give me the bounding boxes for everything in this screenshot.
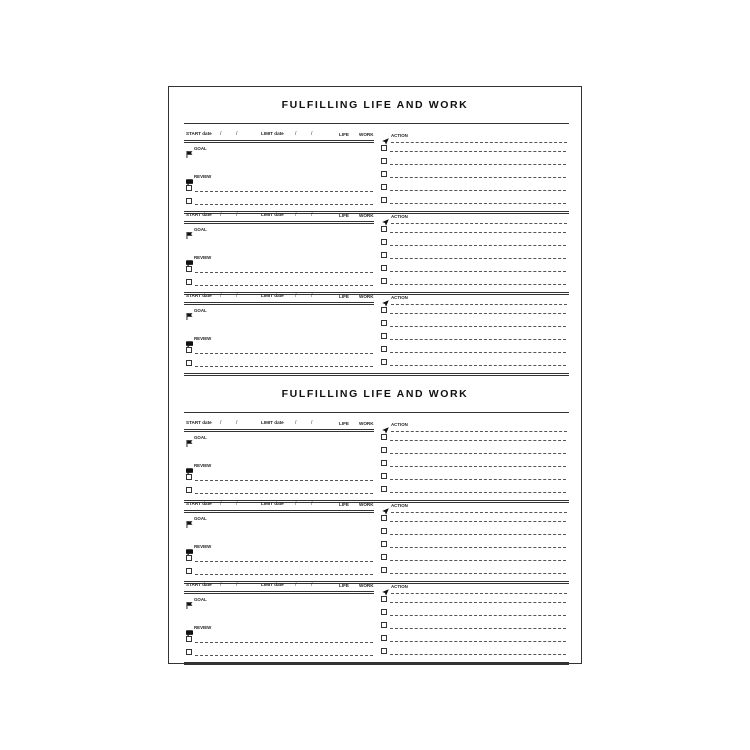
write-line[interactable]	[390, 245, 566, 246]
header-rule	[184, 142, 374, 143]
action-item	[381, 184, 567, 192]
write-line[interactable]	[390, 615, 566, 616]
write-line[interactable]	[195, 191, 373, 192]
checkbox-icon[interactable]	[381, 609, 387, 615]
write-line[interactable]	[390, 339, 566, 340]
checkbox-icon[interactable]	[186, 198, 192, 204]
flag-icon	[186, 515, 192, 521]
action-item	[381, 528, 567, 536]
goal-label: GOAL	[194, 308, 207, 313]
review-item	[186, 185, 374, 193]
checkbox-icon[interactable]	[381, 265, 387, 271]
action-item	[381, 648, 567, 656]
review-item	[186, 568, 374, 576]
header-rule	[184, 223, 374, 224]
goal-entry-block	[184, 582, 569, 662]
write-line[interactable]	[195, 204, 373, 205]
limit-date-label: LIMIT date	[261, 212, 284, 217]
speech-bubble-icon	[186, 462, 192, 468]
action-item	[381, 473, 567, 481]
write-line[interactable]	[390, 271, 566, 272]
action-label: ACTION	[391, 503, 408, 508]
action-item	[381, 252, 567, 260]
review-item	[186, 487, 374, 495]
life-label: LIFE	[339, 502, 349, 507]
action-label: ACTION	[391, 422, 408, 427]
header-rule	[184, 593, 374, 594]
checkbox-icon[interactable]	[381, 184, 387, 190]
date-separator: /	[236, 293, 238, 299]
header-rule	[184, 431, 374, 432]
write-line[interactable]	[390, 641, 566, 642]
write-line[interactable]	[390, 573, 566, 574]
write-line[interactable]	[390, 258, 566, 259]
checkbox-icon[interactable]	[381, 648, 387, 654]
action-item	[381, 226, 567, 234]
checkbox-icon[interactable]	[381, 567, 387, 573]
goal-entry-block	[184, 501, 569, 581]
checkbox-icon[interactable]	[381, 460, 387, 466]
action-item	[381, 239, 567, 247]
date-separator: /	[295, 420, 297, 426]
limit-date-label: LIMIT date	[261, 420, 284, 425]
checkbox-icon[interactable]	[381, 596, 387, 602]
checkbox-icon[interactable]	[381, 528, 387, 534]
action-item	[381, 515, 567, 523]
goal-entry-block	[184, 420, 569, 500]
review-item	[186, 636, 374, 644]
life-label: LIFE	[339, 421, 349, 426]
action-item	[381, 567, 567, 575]
send-arrow-icon	[382, 421, 388, 427]
checkbox-icon[interactable]	[381, 252, 387, 258]
start-date-label: START date	[186, 582, 212, 587]
checkbox-icon[interactable]	[186, 360, 192, 366]
review-label: REVIEW	[194, 336, 212, 341]
header-rule	[184, 512, 374, 513]
review-item	[186, 649, 374, 657]
review-label: REVIEW	[194, 544, 212, 549]
checkbox-icon[interactable]	[381, 541, 387, 547]
write-line[interactable]	[390, 466, 566, 467]
goal-label: GOAL	[194, 146, 207, 151]
goal-entry-block	[184, 131, 569, 211]
goal-label: GOAL	[194, 516, 207, 521]
header-rule	[184, 429, 374, 430]
checkbox-icon[interactable]	[381, 359, 387, 365]
review-label: REVIEW	[194, 255, 212, 260]
write-line[interactable]	[195, 285, 373, 286]
work-label: WORK	[359, 294, 374, 299]
page-title: FULFILLING LIFE AND WORK	[281, 99, 469, 111]
checkbox-icon[interactable]	[186, 266, 192, 272]
send-arrow-icon	[382, 132, 388, 138]
review-item	[186, 555, 374, 563]
write-line[interactable]	[390, 365, 566, 366]
checkbox-icon[interactable]	[381, 447, 387, 453]
write-line[interactable]	[390, 177, 566, 178]
checkbox-icon[interactable]	[186, 185, 192, 191]
write-line[interactable]	[195, 561, 373, 562]
checkbox-icon[interactable]	[381, 434, 387, 440]
speech-bubble-icon	[186, 335, 192, 341]
send-arrow-icon	[382, 213, 388, 219]
work-label: WORK	[359, 132, 374, 137]
goal-entry-block	[184, 212, 569, 292]
checkbox-icon[interactable]	[381, 278, 387, 284]
action-item	[381, 554, 567, 562]
write-line[interactable]	[390, 352, 566, 353]
date-separator: /	[295, 212, 297, 218]
speech-bubble-icon	[186, 254, 192, 260]
header-rule	[184, 140, 374, 141]
checkbox-icon[interactable]	[381, 635, 387, 641]
flag-icon	[186, 307, 192, 313]
date-separator: /	[311, 582, 313, 588]
checkbox-icon[interactable]	[381, 226, 387, 232]
action-item	[381, 447, 567, 455]
send-arrow-icon	[382, 294, 388, 300]
checkbox-icon[interactable]	[381, 197, 387, 203]
goal-entry-block	[184, 293, 569, 373]
title-rule	[184, 123, 569, 124]
write-line[interactable]	[195, 574, 373, 575]
write-line[interactable]	[390, 326, 566, 327]
review-item	[186, 474, 374, 482]
work-label: WORK	[359, 583, 374, 588]
work-label: WORK	[359, 502, 374, 507]
date-separator: /	[236, 420, 238, 426]
header-rule	[184, 304, 374, 305]
write-line[interactable]	[195, 366, 373, 367]
action-item	[381, 622, 567, 630]
checkbox-icon[interactable]	[381, 333, 387, 339]
checkbox-icon[interactable]	[381, 473, 387, 479]
life-label: LIFE	[339, 583, 349, 588]
action-item	[381, 265, 567, 273]
action-item	[381, 609, 567, 617]
speech-bubble-icon	[186, 543, 192, 549]
action-item	[381, 158, 567, 166]
write-line[interactable]	[390, 479, 566, 480]
action-rule	[391, 593, 567, 594]
block-divider	[184, 664, 569, 665]
header-rule	[184, 221, 374, 222]
limit-date-label: LIMIT date	[261, 131, 284, 136]
start-date-label: START date	[186, 501, 212, 506]
action-label: ACTION	[391, 214, 408, 219]
action-item	[381, 541, 567, 549]
action-item	[381, 278, 567, 286]
checkbox-icon[interactable]	[186, 474, 192, 480]
date-separator: /	[236, 582, 238, 588]
speech-bubble-icon	[186, 173, 192, 179]
send-arrow-icon	[382, 583, 388, 589]
date-separator: /	[220, 420, 222, 426]
write-line[interactable]	[390, 440, 566, 441]
date-separator: /	[311, 501, 313, 507]
checkbox-icon[interactable]	[381, 145, 387, 151]
checkbox-icon[interactable]	[381, 307, 387, 313]
goal-label: GOAL	[194, 227, 207, 232]
write-line[interactable]	[390, 284, 566, 285]
checkbox-icon[interactable]	[381, 346, 387, 352]
date-separator: /	[295, 131, 297, 137]
date-separator: /	[311, 131, 313, 137]
header-rule	[184, 510, 374, 511]
write-line[interactable]	[390, 492, 566, 493]
action-rule	[391, 223, 567, 224]
write-line[interactable]	[390, 453, 566, 454]
action-item	[381, 145, 567, 153]
checkbox-icon[interactable]	[381, 622, 387, 628]
review-item	[186, 266, 374, 274]
checkbox-icon[interactable]	[186, 649, 192, 655]
action-item	[381, 320, 567, 328]
write-line[interactable]	[195, 272, 373, 273]
flag-icon	[186, 226, 192, 232]
date-separator: /	[295, 582, 297, 588]
checkbox-icon[interactable]	[381, 515, 387, 521]
action-item	[381, 307, 567, 315]
block-divider	[184, 662, 569, 663]
date-separator: /	[311, 212, 313, 218]
write-line[interactable]	[390, 560, 566, 561]
life-label: LIFE	[339, 132, 349, 137]
date-separator: /	[220, 131, 222, 137]
write-line[interactable]	[390, 602, 566, 603]
review-item	[186, 198, 374, 206]
title-rule	[184, 412, 569, 413]
action-item	[381, 359, 567, 367]
page-title: FULFILLING LIFE AND WORK	[281, 388, 469, 400]
write-line[interactable]	[390, 151, 566, 152]
flag-icon	[186, 434, 192, 440]
write-line[interactable]	[390, 232, 566, 233]
flag-icon	[186, 596, 192, 602]
write-line[interactable]	[390, 521, 566, 522]
send-arrow-icon	[382, 502, 388, 508]
write-line[interactable]	[390, 313, 566, 314]
work-label: WORK	[359, 421, 374, 426]
date-separator: /	[311, 420, 313, 426]
start-date-label: START date	[186, 212, 212, 217]
planner-sheet	[168, 86, 582, 664]
header-rule	[184, 591, 374, 592]
checkbox-icon[interactable]	[186, 636, 192, 642]
action-rule	[391, 512, 567, 513]
checkbox-icon[interactable]	[381, 486, 387, 492]
write-line[interactable]	[390, 164, 566, 165]
review-item	[186, 279, 374, 287]
date-separator: /	[220, 582, 222, 588]
write-line[interactable]	[195, 353, 373, 354]
review-item	[186, 360, 374, 368]
action-item	[381, 171, 567, 179]
work-label: WORK	[359, 213, 374, 218]
checkbox-icon[interactable]	[381, 239, 387, 245]
date-separator: /	[236, 131, 238, 137]
action-item	[381, 635, 567, 643]
life-label: LIFE	[339, 213, 349, 218]
action-item	[381, 460, 567, 468]
review-label: REVIEW	[194, 463, 212, 468]
checkbox-icon[interactable]	[186, 568, 192, 574]
checkbox-icon[interactable]	[186, 555, 192, 561]
block-divider	[184, 373, 569, 374]
limit-date-label: LIMIT date	[261, 501, 284, 506]
header-rule	[184, 302, 374, 303]
life-label: LIFE	[339, 294, 349, 299]
checkbox-icon[interactable]	[186, 487, 192, 493]
write-line[interactable]	[195, 493, 373, 494]
date-separator: /	[295, 501, 297, 507]
action-item	[381, 346, 567, 354]
start-date-label: START date	[186, 131, 212, 136]
action-rule	[391, 431, 567, 432]
goal-label: GOAL	[194, 597, 207, 602]
date-separator: /	[311, 293, 313, 299]
block-divider	[184, 375, 569, 376]
limit-date-label: LIMIT date	[261, 293, 284, 298]
checkbox-icon[interactable]	[381, 554, 387, 560]
action-label: ACTION	[391, 133, 408, 138]
date-separator: /	[220, 501, 222, 507]
start-date-label: START date	[186, 293, 212, 298]
action-item	[381, 596, 567, 604]
limit-date-label: LIMIT date	[261, 582, 284, 587]
write-line[interactable]	[390, 547, 566, 548]
checkbox-icon[interactable]	[186, 347, 192, 353]
action-label: ACTION	[391, 295, 408, 300]
review-label: REVIEW	[194, 625, 212, 630]
review-item	[186, 347, 374, 355]
write-line[interactable]	[390, 654, 566, 655]
action-item	[381, 333, 567, 341]
checkbox-icon[interactable]	[381, 158, 387, 164]
goal-label: GOAL	[194, 435, 207, 440]
date-separator: /	[236, 212, 238, 218]
write-line[interactable]	[195, 642, 373, 643]
speech-bubble-icon	[186, 624, 192, 630]
date-separator: /	[220, 293, 222, 299]
date-separator: /	[236, 501, 238, 507]
flag-icon	[186, 145, 192, 151]
write-line[interactable]	[390, 534, 566, 535]
checkbox-icon[interactable]	[381, 171, 387, 177]
write-line[interactable]	[195, 480, 373, 481]
action-item	[381, 486, 567, 494]
action-item	[381, 434, 567, 442]
write-line[interactable]	[195, 655, 373, 656]
start-date-label: START date	[186, 420, 212, 425]
write-line[interactable]	[390, 203, 566, 204]
date-separator: /	[220, 212, 222, 218]
checkbox-icon[interactable]	[381, 320, 387, 326]
action-rule	[391, 304, 567, 305]
write-line[interactable]	[390, 628, 566, 629]
date-separator: /	[295, 293, 297, 299]
action-label: ACTION	[391, 584, 408, 589]
action-rule	[391, 142, 567, 143]
review-label: REVIEW	[194, 174, 212, 179]
action-item	[381, 197, 567, 205]
write-line[interactable]	[390, 190, 566, 191]
checkbox-icon[interactable]	[186, 279, 192, 285]
